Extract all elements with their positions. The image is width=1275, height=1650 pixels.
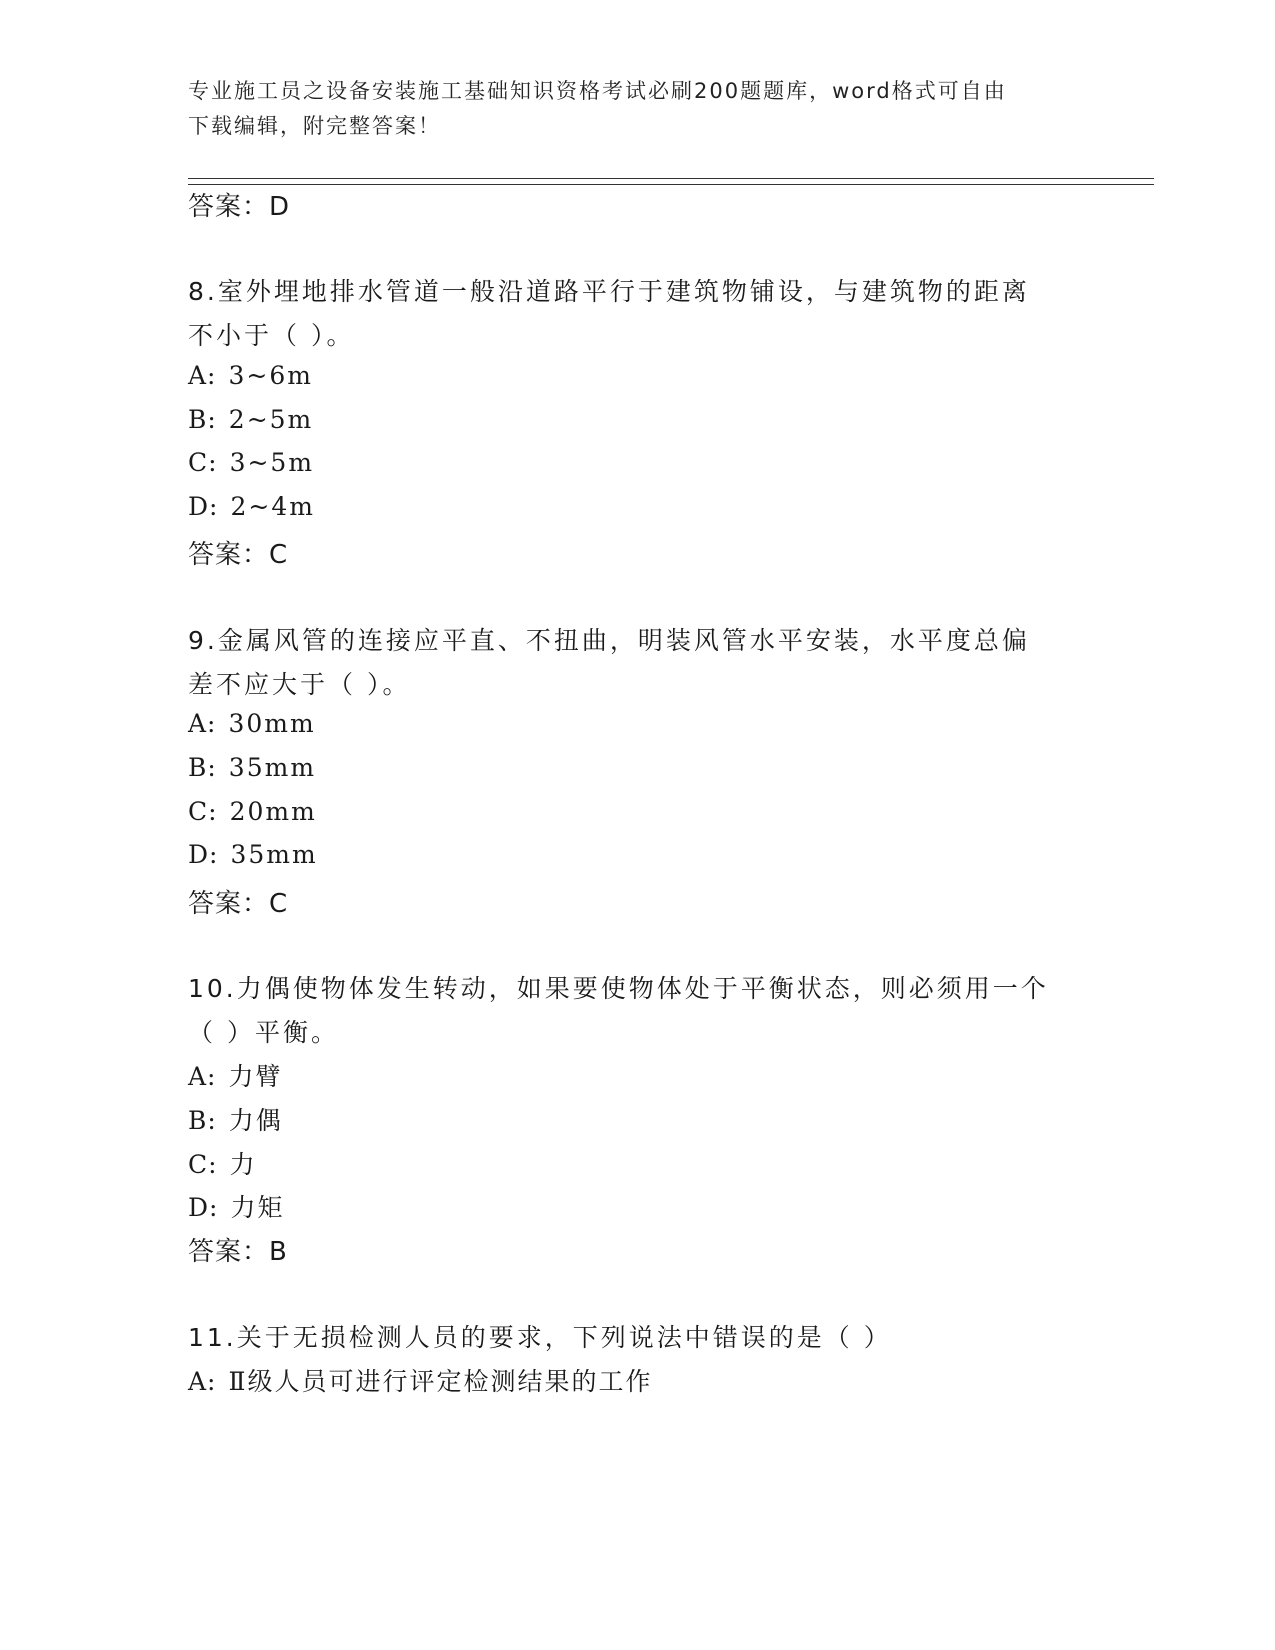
option-text: 3~6m	[228, 361, 313, 390]
option-label: B:	[188, 405, 217, 434]
question-8-option-a	[188, 361, 313, 390]
option-label: C:	[188, 448, 218, 477]
option-text: 2~5m	[228, 405, 314, 434]
question-9-stem-line-1: 9.金属风管的连接应平直、不扭曲，明装风管水平安装，水平度总偏	[188, 626, 1030, 655]
document-header	[188, 74, 1068, 144]
header-divider-bottom	[188, 184, 1154, 185]
question-10-answer: 答案：B	[188, 1237, 288, 1267]
question-11-stem-line-1: 11.关于无损检测人员的要求，下列说法中错误的是（ ）	[188, 1323, 892, 1352]
option-text: 20mm	[229, 797, 317, 826]
question-9-option-b	[188, 753, 316, 782]
question-9-option-a	[188, 709, 316, 738]
option-text: 30mm	[228, 709, 316, 738]
option-label: A:	[188, 709, 217, 738]
question-9-option-d	[188, 840, 318, 869]
option-label: B:	[188, 753, 217, 782]
question-8-option-d	[188, 492, 315, 521]
option-label: A:	[188, 361, 217, 390]
question-8-option-c	[188, 448, 314, 477]
question-8-stem-line-2: 不小于（ ）。	[188, 321, 355, 350]
option-text: 35mm	[228, 753, 317, 782]
option-label: A:	[188, 1367, 217, 1396]
question-10-option-a	[188, 1057, 283, 1093]
option-label: D:	[188, 840, 219, 869]
option-label: D:	[188, 1193, 219, 1222]
question-9-stem-line-2: 差不应大于（ ）。	[188, 670, 411, 699]
question-9-answer: 答案：C	[188, 889, 289, 919]
option-text: 3~5m	[229, 448, 315, 477]
question-10-stem-line-1: 10.力偶使物体发生转动，如果要使物体处于平衡状态，则必须用一个	[188, 974, 1049, 1003]
option-label: C:	[188, 1150, 218, 1179]
question-8-stem-line-1: 8.室外埋地排水管道一般沿道路平行于建筑物铺设，与建筑物的距离	[188, 277, 1030, 306]
question-10-stem-line-2: （ ）平衡。	[188, 1018, 339, 1047]
previous-answer: 答案：D	[188, 192, 291, 222]
option-text: 2~4m	[230, 492, 315, 521]
option-text: 力	[229, 1150, 257, 1179]
option-label: C:	[188, 797, 218, 826]
option-text: 力矩	[230, 1193, 285, 1222]
question-8-option-b	[188, 405, 313, 434]
option-label: D:	[188, 492, 219, 521]
question-10-option-d	[188, 1188, 284, 1224]
option-text: Ⅱ级人员可进行评定检测结果的工作	[228, 1367, 653, 1396]
question-8-answer: 答案：C	[188, 540, 289, 570]
question-9-option-c	[188, 797, 317, 826]
question-11-option-a	[188, 1362, 652, 1398]
question-10-option-c	[188, 1145, 257, 1181]
option-text: 力臂	[228, 1062, 283, 1091]
option-text: 力偶	[228, 1106, 283, 1135]
header-line-2: 下载编辑，附完整答案！	[188, 114, 441, 138]
option-label: A:	[188, 1062, 217, 1091]
option-label: B:	[188, 1106, 217, 1135]
option-text: 35mm	[230, 840, 318, 869]
question-10-option-b	[188, 1101, 283, 1137]
header-divider-top	[188, 178, 1154, 179]
header-line-1: 专业施工员之设备安装施工基础知识资格考试必刷200题题库，word格式可自由	[188, 79, 1007, 103]
